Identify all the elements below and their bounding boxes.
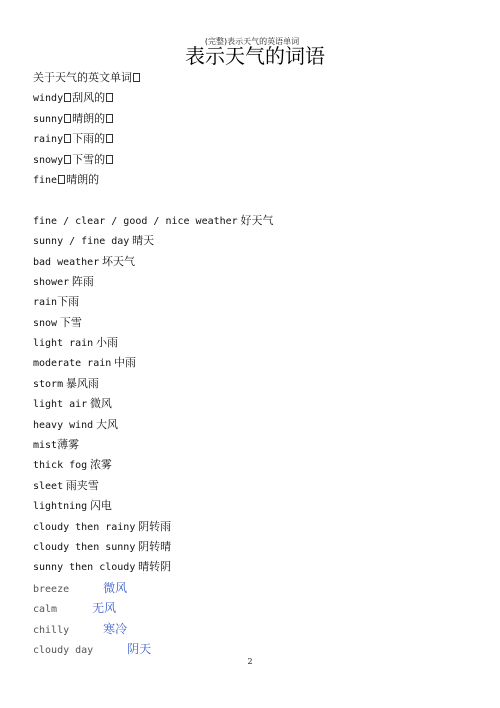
missing-glyph-box-icon	[106, 114, 113, 123]
missing-glyph-box-icon	[64, 93, 71, 102]
vocab-line	[33, 415, 480, 435]
vocab-english: heavy wind	[33, 419, 94, 431]
vocab-chinese: 好天气	[240, 213, 274, 227]
vocab-chinese: 中雨	[114, 356, 137, 370]
intro-english: rainy	[33, 134, 64, 146]
vocab-english: mist	[33, 440, 58, 452]
intro-heading-line	[33, 68, 480, 88]
intro-line	[33, 170, 480, 190]
vocab-english: lightning	[33, 501, 88, 513]
vocab-line	[33, 231, 480, 251]
highlight-english: chilly	[33, 624, 70, 636]
document-title	[0, 44, 500, 68]
intro-chinese: 刮风的	[72, 91, 106, 105]
intro-line	[33, 109, 480, 129]
vocab-line	[33, 496, 480, 516]
vocab-chinese: 阴转雨	[138, 519, 172, 533]
missing-glyph-box-icon	[64, 114, 71, 123]
vocab-chinese: 闪电	[89, 499, 112, 513]
vocab-line	[33, 455, 480, 475]
missing-glyph-box-icon	[133, 73, 140, 82]
highlight-chinese: 无风	[92, 601, 117, 616]
highlight-english: calm	[33, 604, 58, 616]
vocabulary-list	[33, 68, 480, 659]
vocab-chinese: 晴转阴	[138, 560, 172, 574]
vocab-line	[33, 374, 480, 394]
document-title-text: 表示天气的词语	[185, 44, 325, 68]
vocab-line	[33, 333, 480, 353]
blank-line	[33, 190, 480, 210]
vocab-english: light rain	[33, 338, 94, 350]
vocab-chinese: 阴转晴	[138, 539, 172, 553]
vocab-chinese: 坏天气	[101, 254, 135, 268]
vocab-line	[33, 313, 480, 333]
vocab-chinese: 雨夹雪	[65, 478, 99, 492]
vocab-chinese: 暴风雨	[65, 376, 99, 390]
intro-english: fine	[33, 174, 58, 186]
vocab-chinese: 下雨	[57, 295, 80, 309]
missing-glyph-box-icon	[106, 93, 113, 102]
page-header-text: (完整)表示天气的英语单词	[204, 37, 300, 46]
vocab-english: fine / clear / good / nice weather	[33, 215, 238, 227]
vocab-line	[33, 353, 480, 373]
vocab-english: cloudy then rainy	[33, 521, 136, 533]
intro-line	[33, 88, 480, 108]
vocab-line	[33, 252, 480, 272]
vocab-english: storm	[33, 378, 64, 390]
highlight-vocab-line	[33, 598, 480, 618]
highlight-vocab-line	[33, 578, 480, 598]
page-number	[0, 657, 500, 666]
vocab-chinese: 小雨	[95, 336, 118, 350]
intro-heading-text: 关于天气的英文单词	[33, 71, 132, 84]
vocab-line	[33, 517, 480, 537]
missing-glyph-box-icon	[64, 134, 71, 143]
intro-line	[33, 129, 480, 149]
page-number-text: 2	[247, 657, 253, 666]
intro-english: windy	[33, 93, 64, 105]
intro-chinese: 晴朗的	[66, 172, 100, 186]
vocab-english: snow	[33, 317, 58, 329]
vocab-line	[33, 394, 480, 414]
vocab-chinese: 下雪	[59, 315, 82, 329]
intro-line	[33, 150, 480, 170]
highlight-vocab-line	[33, 619, 480, 639]
highlight-chinese: 阴天	[127, 641, 152, 656]
vocab-line	[33, 557, 480, 577]
vocab-english: moderate rain	[33, 358, 112, 370]
intro-english: sunny	[33, 113, 64, 125]
vocab-english: rain	[33, 297, 58, 309]
missing-glyph-box-icon	[106, 134, 113, 143]
vocab-chinese: 大风	[95, 417, 118, 431]
intro-chinese: 下雨的	[72, 132, 106, 146]
vocab-line	[33, 537, 480, 557]
intro-chinese: 下雪的	[72, 152, 106, 166]
vocab-english: shower	[33, 276, 70, 288]
vocab-chinese: 浓雾	[89, 458, 112, 472]
vocab-line	[33, 211, 480, 231]
vocab-line	[33, 435, 480, 455]
intro-chinese: 晴朗的	[72, 111, 106, 125]
vocab-chinese: 薄雾	[57, 438, 80, 452]
highlight-chinese: 寒冷	[103, 621, 128, 636]
vocab-english: light air	[33, 399, 88, 411]
vocab-line	[33, 272, 480, 292]
vocab-chinese: 阵雨	[71, 274, 94, 288]
vocab-english: bad weather	[33, 256, 100, 268]
vocab-english: sleet	[33, 480, 64, 492]
vocab-line	[33, 476, 480, 496]
highlight-english: cloudy day	[33, 644, 94, 656]
vocab-english: cloudy then sunny	[33, 541, 136, 553]
vocab-chinese: 微风	[89, 397, 112, 411]
vocab-line	[33, 292, 480, 312]
missing-glyph-box-icon	[64, 155, 71, 164]
vocab-chinese: 晴天	[132, 234, 155, 248]
vocab-english: thick fog	[33, 460, 88, 472]
vocab-english: sunny / fine day	[33, 236, 130, 248]
highlight-english: breeze	[33, 583, 70, 595]
intro-english: snowy	[33, 154, 64, 166]
missing-glyph-box-icon	[106, 155, 113, 164]
vocab-english: sunny then cloudy	[33, 562, 136, 574]
missing-glyph-box-icon	[58, 175, 65, 184]
highlight-chinese: 微风	[103, 580, 128, 595]
